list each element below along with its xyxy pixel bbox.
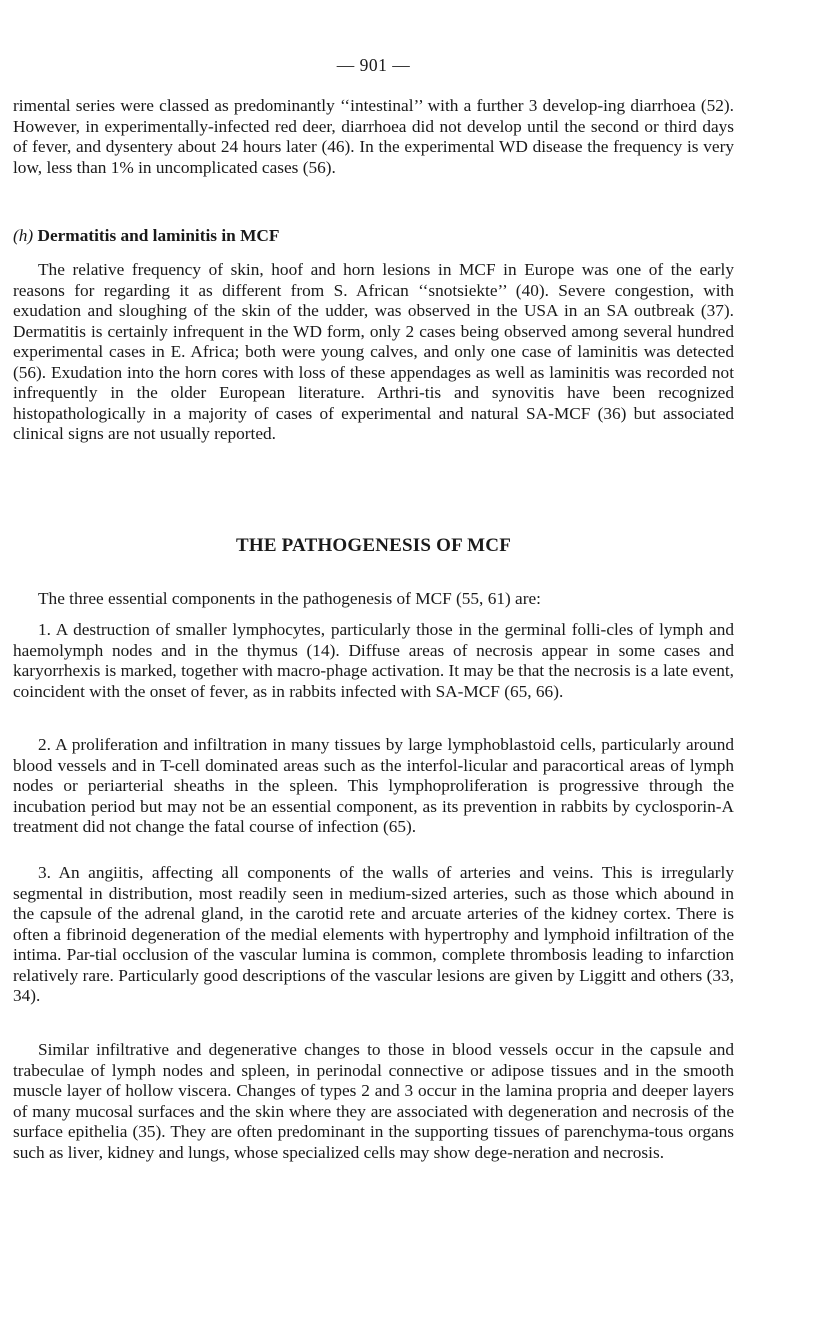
section-title: THE PATHOGENESIS OF MCF [235, 535, 512, 556]
intro-paragraph: rimental series were classed as predominantly ‘‘intestinal’’ with a further 3 develop-ing diarrhoea (52). However, in experimentally-infected red deer, diarrhoea did not develop until the second or third days of fever, and dysentery about 24 hours later (46). In the experimental WD disease the frequency is very low, less than 1% in uncomplicated cases (56). [13, 96, 734, 177]
subsection-title: Dermatitis and laminitis in MCF [37, 226, 280, 245]
section-lead: The three essential components in the pathogenesis of MCF (55, 61) are: [38, 589, 541, 608]
subsection-heading [13, 226, 279, 247]
list-item: 2. A proliferation and infiltration in many tissues by large lymphoblastoid cells, particularly around blood vessels and in T-cell dominated areas such as the interfol-licular and paracortical areas of lymph nodes or periarterial sheaths in the spleen. This lymphoproliferation is progressive through the incubation period but may not be an essential component, as its prevention in rabbits by cyclosporin-A treatment did not change the fatal course of infection (65). [13, 735, 734, 836]
subsection-paragraph: The relative frequency of skin, hoof and horn lesions in MCF in Europe was one of the early reasons for regarding it as different from S. African ‘‘snotsiekte’’ (40). Severe congestion, with exudation and sloughing of the skin of the udder, was observed in the USA in an SA outbreak (37). Dermatitis is certainly infrequent in the WD form, only 2 cases being observed among several hundred experimental cases in E. Africa; both were young calves, and only one case of laminitis was detected (56). Exudation into the horn cores with loss of these appendages as well as laminitis was recorded not infrequently in the older European literature. Arthri-tis and synovitis have been recognized histopathologically in a majority of cases of experimental and natural SA-MCF (36) but associated clinical signs are not usually reported. [13, 260, 734, 443]
list-item: 1. A destruction of smaller lymphocytes, particularly those in the germinal folli-cles of lymph and haemolymph nodes and in the thymus (14). Diffuse areas of necrosis appear in some cases and karyorrhexis is marked, together with macro-phage activation. It may be that the necrosis is a late event, coincident with the onset of fever, as in rabbits infected with SA-MCF (65, 66). [13, 620, 734, 701]
page-number: — 901 — [336, 55, 411, 75]
closing-paragraph: Similar infiltrative and degenerative changes to those in blood vessels occur in the capsule and trabeculae of lymph nodes and spleen, in perinodal connective or adipose tissues and in the smooth muscle layer of hollow viscera. Changes of types 2 and 3 occur in the lamina propria and deeper layers of many mucosal surfaces and the skin where they are associated with degeneration and necrosis of the surface epithelia (35). They are often predominant in the supporting tissues of parenchyma-tous organs such as liver, kidney and lungs, whose specialized cells may show dege-neration and necrosis. [13, 1040, 734, 1162]
list-item: 3. An angiitis, affecting all components of the walls of arteries and veins. This is irregularly segmental in distribution, most readily seen in medium-sized arteries, such as those which abound in the capsule of the adrenal gland, in the carotid rete and arcuate arteries of the kidney cortex. There is often a fibrinoid degeneration of the medial elements with hypertrophy and lymphoid infiltration of the intima. Par-tial occlusion of the vascular lumina is common, complete thrombosis leading to infarction relatively rare. Particularly good descriptions of the vascular lesions are given by Liggitt and others (33, 34). [13, 863, 734, 1005]
subsection-letter: (h) [13, 226, 34, 245]
